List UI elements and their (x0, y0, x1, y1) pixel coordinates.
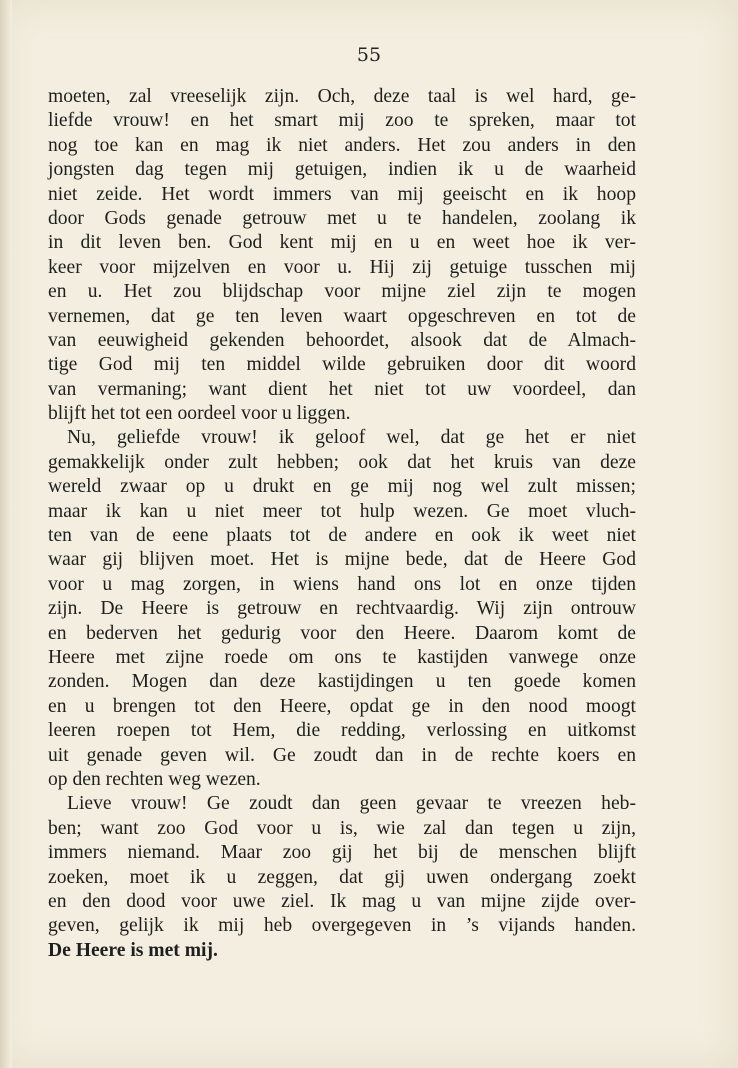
text-line: blijft het tot een oordeel voor u liggen. (48, 403, 351, 425)
body-text (48, 85, 636, 963)
text-line: Heere met zijne roede om ons te kastijden vanwege onze (48, 646, 636, 668)
text-line: nog toe kan en mag ik niet anders. Het zou anders in den (48, 134, 636, 156)
text-line: Nu, geliefde vrouw! ik geloof wel, dat ge het er niet (67, 427, 636, 449)
text-line: en u. Het zou blijdschap voor mijne ziel zijn te mogen (48, 281, 636, 303)
text-line: keer voor mijzelven en voor u. Hij zij getuige tusschen mij (48, 256, 636, 278)
text-line: en u brengen tot den Heere, opdat ge in den nood moogt (48, 695, 636, 717)
page-number: 55 (356, 44, 382, 66)
text-line: zonden. Mogen dan deze kastijdingen u ten goede komen (48, 671, 636, 693)
text-line: zijn. De Heere is getrouw en rechtvaardig. Wij zijn ontrouw (48, 598, 636, 620)
text-line: geven, gelijk ik mij heb overgegeven in ’s vijands handen. (48, 915, 636, 937)
text-line: door Gods genade getrouw met u te handelen, zoolang ik (48, 207, 636, 229)
text-line: moeten, zal vreeselijk zijn. Och, deze taal is wel hard, ge- (48, 86, 636, 107)
text-line: en den dood voor uwe ziel. Ik mag u van mijne zijde over- (48, 890, 636, 912)
text-line: zoeken, moet ik u zeggen, dat gij uwen ondergang zoekt (48, 866, 636, 888)
text-line: voor u mag zorgen, in wiens hand ons lot en onze tijden (48, 573, 636, 595)
text-line: liefde vrouw! en het smart mij zoo te spreken, maar tot (48, 110, 636, 132)
text-line: en bederven het gedurig voor den Heere. Daarom komt de (48, 622, 636, 644)
text-line: vernemen, dat ge ten leven waart opgeschreven en tot de (48, 305, 636, 327)
text-line: De Heere is met mij. (48, 939, 218, 961)
text-line: immers niemand. Maar zoo gij het bij de menschen blijft (48, 842, 636, 864)
text-line: niet zeide. Het wordt immers van mij geeischt en ik hoop (48, 183, 636, 205)
text-line: uit genade geven wil. Ge zoudt dan in de rechte koers en (48, 744, 636, 766)
text-line: wereld zwaar op u drukt en ge mij nog wel zult missen; (48, 476, 636, 498)
text-line: Lieve vrouw! Ge zoudt dan geen gevaar te vreezen heb- (67, 793, 636, 815)
text-line: van eeuwigheid gekenden behoordet, alsook dat de Almach- (48, 329, 636, 351)
text-line: tige God mij ten middel wilde gebruiken door dit woord (48, 354, 636, 376)
text-line: ten van de eene plaats tot de andere en ook ik weet niet (48, 525, 636, 547)
text-line: van vermaning; want dient het niet tot uw voordeel, dan (48, 378, 636, 400)
text-line: op den rechten weg wezen. (48, 768, 261, 790)
text-line: waar gij blijven moet. Het is mijne bede, dat de Heere God (48, 549, 636, 571)
text-line: in dit leven ben. God kent mij en u en weet hoe ik ver- (48, 232, 636, 254)
page-binding-edge (0, 0, 12, 1068)
text-line: jongsten dag tegen mij getuigen, indien ik u de waarheid (48, 159, 636, 181)
text-line: gemakkelijk onder zult hebben; ook dat het kruis van deze (48, 451, 636, 473)
text-line: maar ik kan u niet meer tot hulp wezen. Ge moet vluch- (48, 500, 636, 522)
text-line: leeren roepen tot Hem, die redding, verlossing en uitkomst (48, 720, 636, 742)
text-line: ben; want zoo God voor u is, wie zal dan tegen u zijn, (48, 817, 636, 839)
